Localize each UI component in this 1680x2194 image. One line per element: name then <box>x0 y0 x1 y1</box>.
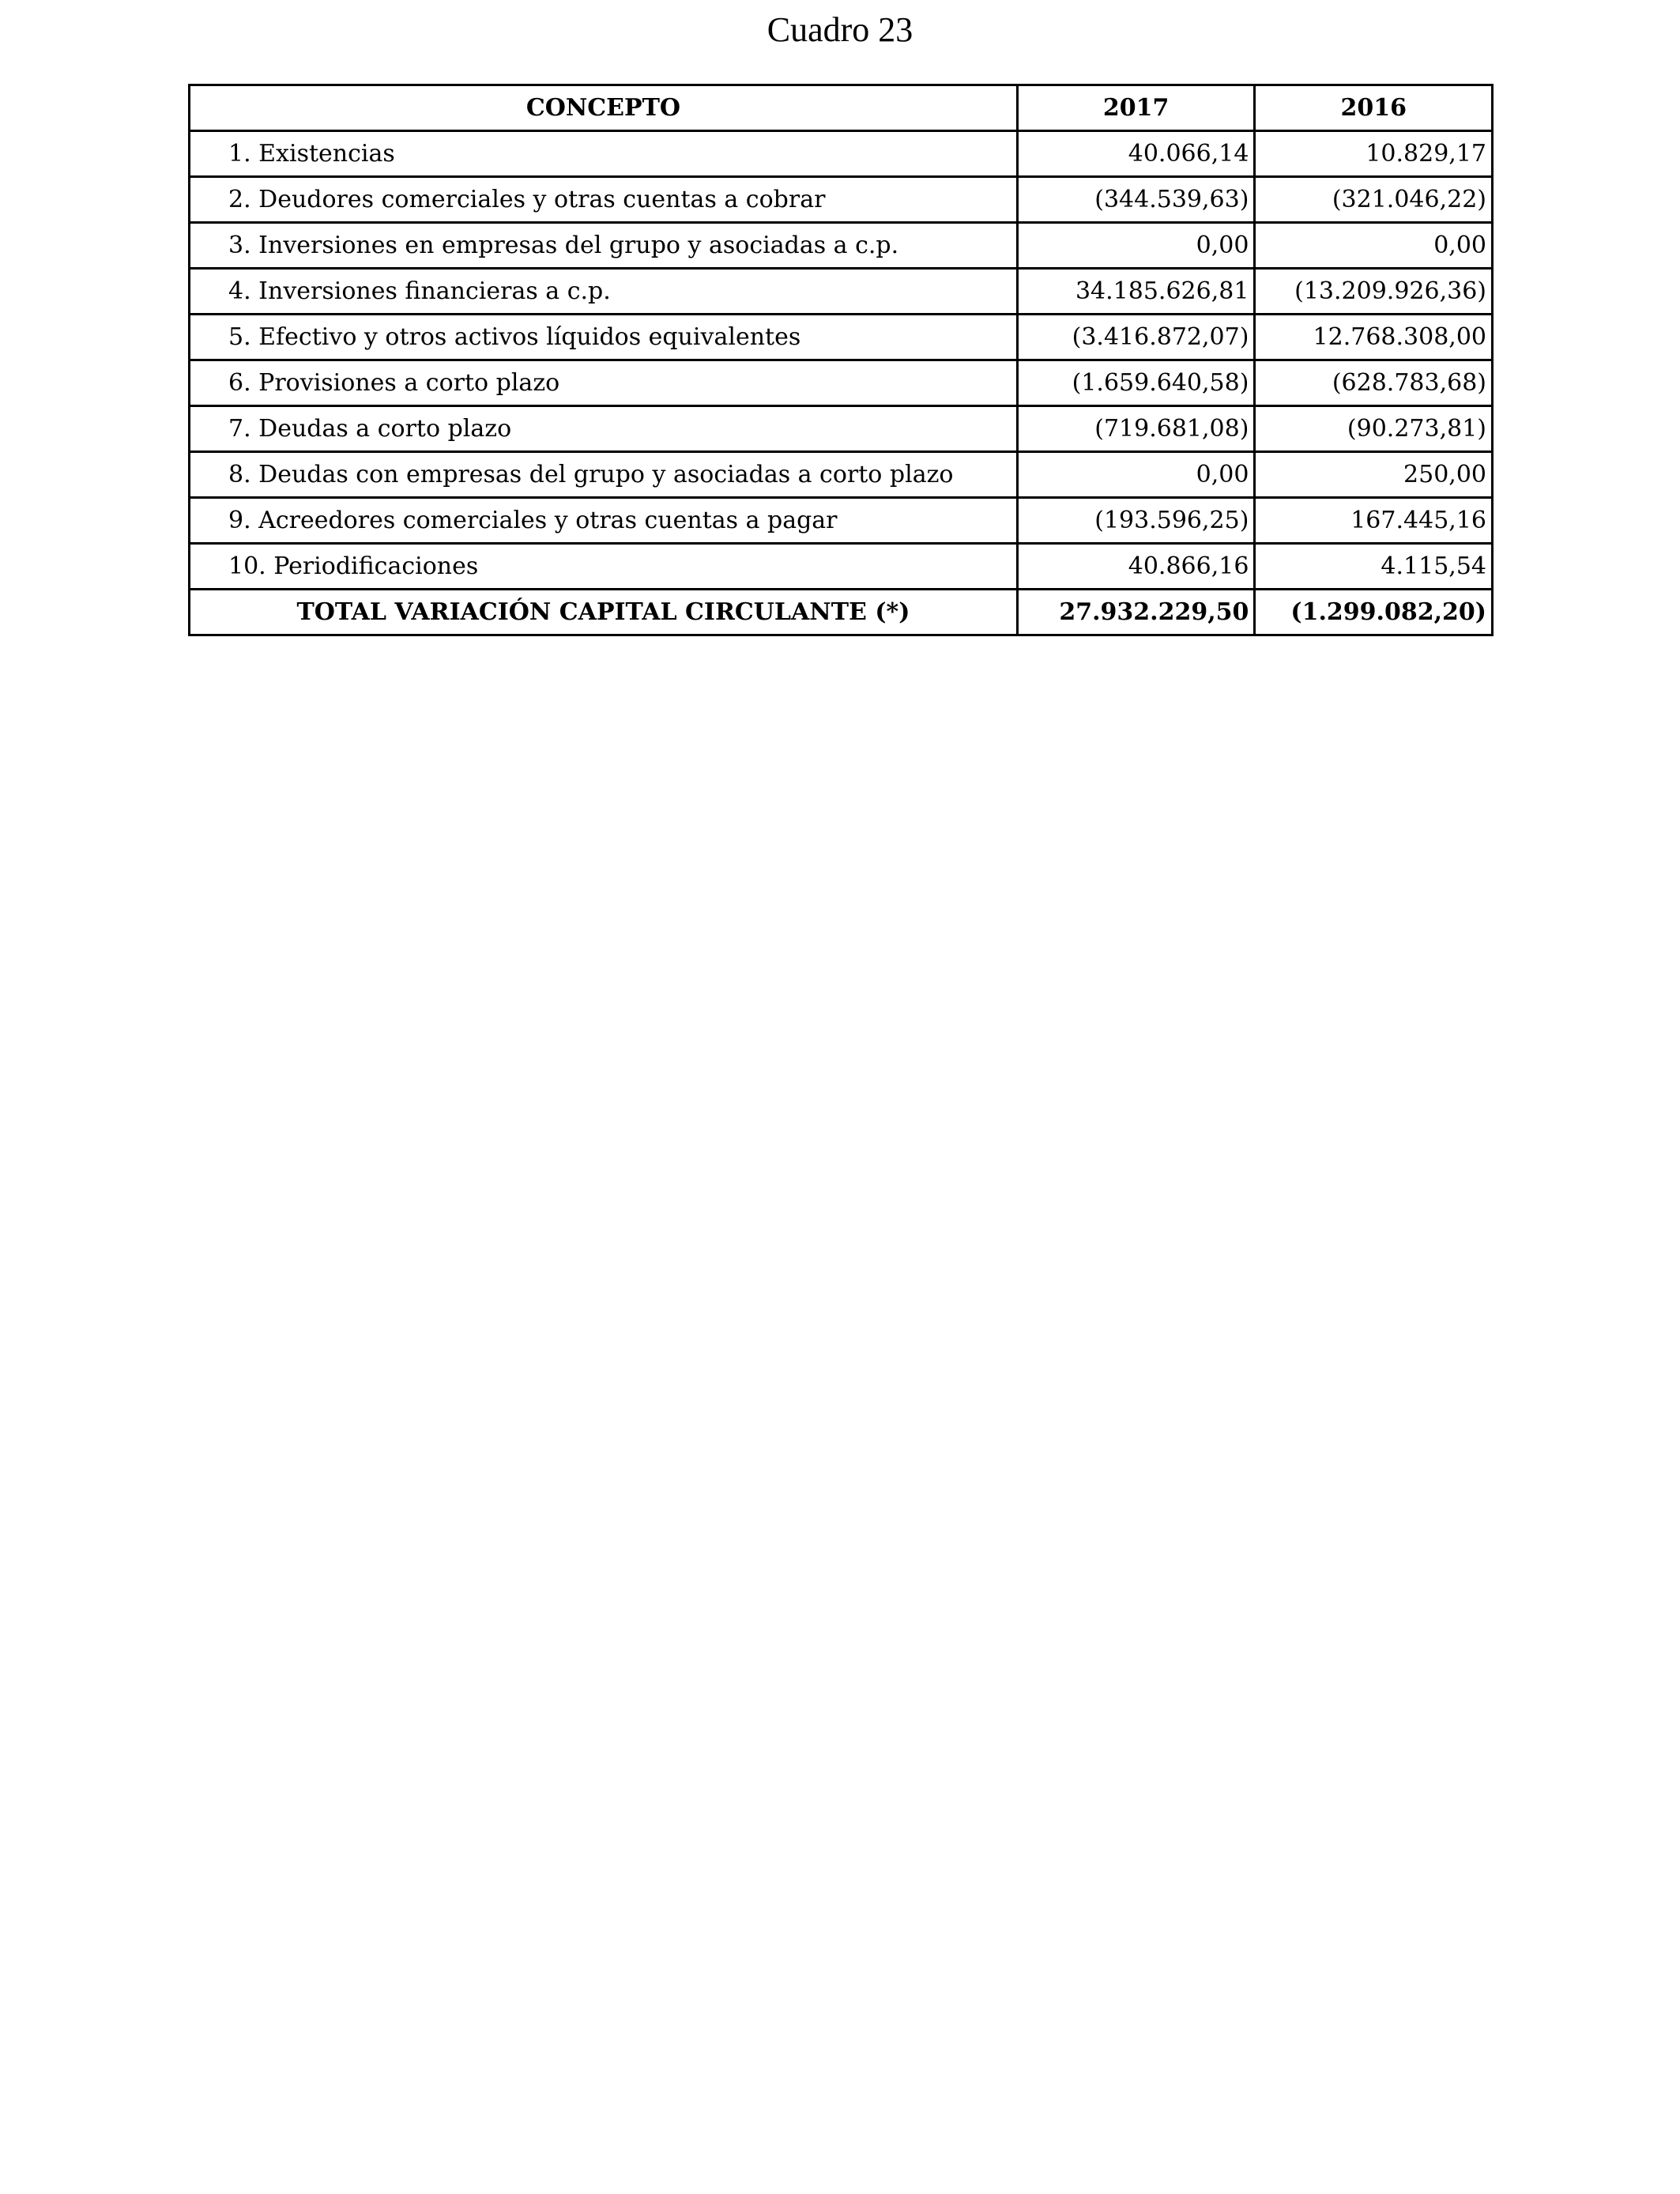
row-concept: 4. Inversiones financieras a c.p. <box>190 269 1018 315</box>
row-value-2016: 12.768.308,00 <box>1255 315 1493 360</box>
row-concept: 7. Deudas a corto plazo <box>190 406 1018 452</box>
row-value-2016: (90.273,81) <box>1255 406 1493 452</box>
row-concept: 1. Existencias <box>190 131 1018 177</box>
row-value-2017: (719.681,08) <box>1017 406 1255 452</box>
header-year-2016: 2016 <box>1255 85 1493 131</box>
row-concept: 9. Acreedores comerciales y otras cuentas a pagar <box>190 498 1018 544</box>
table-row <box>190 269 1493 315</box>
table-row <box>190 223 1493 269</box>
header-concept: CONCEPTO <box>190 85 1018 131</box>
header-year-2017: 2017 <box>1017 85 1255 131</box>
table-row <box>190 544 1493 590</box>
table-row <box>190 406 1493 452</box>
row-value-2017: 40.866,16 <box>1017 544 1255 590</box>
total-value-2016: (1.299.082,20) <box>1255 590 1493 635</box>
row-value-2017: (3.416.872,07) <box>1017 315 1255 360</box>
row-concept: 6. Provisiones a corto plazo <box>190 360 1018 406</box>
row-value-2016: 167.445,16 <box>1255 498 1493 544</box>
row-value-2016: (13.209.926,36) <box>1255 269 1493 315</box>
row-value-2016: (628.783,68) <box>1255 360 1493 406</box>
table-header-row <box>190 85 1493 131</box>
total-value-2017: 27.932.229,50 <box>1017 590 1255 635</box>
row-concept: 5. Efectivo y otros activos líquidos equivalentes <box>190 315 1018 360</box>
row-value-2017: 34.185.626,81 <box>1017 269 1255 315</box>
row-value-2016: 250,00 <box>1255 452 1493 498</box>
table-row <box>190 315 1493 360</box>
row-value-2016: (321.046,22) <box>1255 177 1493 223</box>
row-value-2016: 10.829,17 <box>1255 131 1493 177</box>
capital-variation-table <box>188 84 1494 636</box>
row-value-2017: 40.066,14 <box>1017 131 1255 177</box>
row-value-2017: 0,00 <box>1017 452 1255 498</box>
row-value-2016: 4.115,54 <box>1255 544 1493 590</box>
row-concept: 8. Deudas con empresas del grupo y asociadas a corto plazo <box>190 452 1018 498</box>
table-row <box>190 498 1493 544</box>
table-row <box>190 360 1493 406</box>
row-value-2017: (193.596,25) <box>1017 498 1255 544</box>
row-value-2017: 0,00 <box>1017 223 1255 269</box>
row-concept: 3. Inversiones en empresas del grupo y asociadas a c.p. <box>190 223 1018 269</box>
row-concept: 10. Periodificaciones <box>190 544 1018 590</box>
table-row <box>190 177 1493 223</box>
table-row <box>190 131 1493 177</box>
row-value-2017: (1.659.640,58) <box>1017 360 1255 406</box>
table-row <box>190 452 1493 498</box>
total-label: TOTAL VARIACIÓN CAPITAL CIRCULANTE (*) <box>190 590 1018 635</box>
table-total-row <box>190 590 1493 635</box>
row-concept: 2. Deudores comerciales y otras cuentas a cobrar <box>190 177 1018 223</box>
row-value-2016: 0,00 <box>1255 223 1493 269</box>
row-value-2017: (344.539,63) <box>1017 177 1255 223</box>
document-title: Cuadro 23 <box>767 10 913 49</box>
